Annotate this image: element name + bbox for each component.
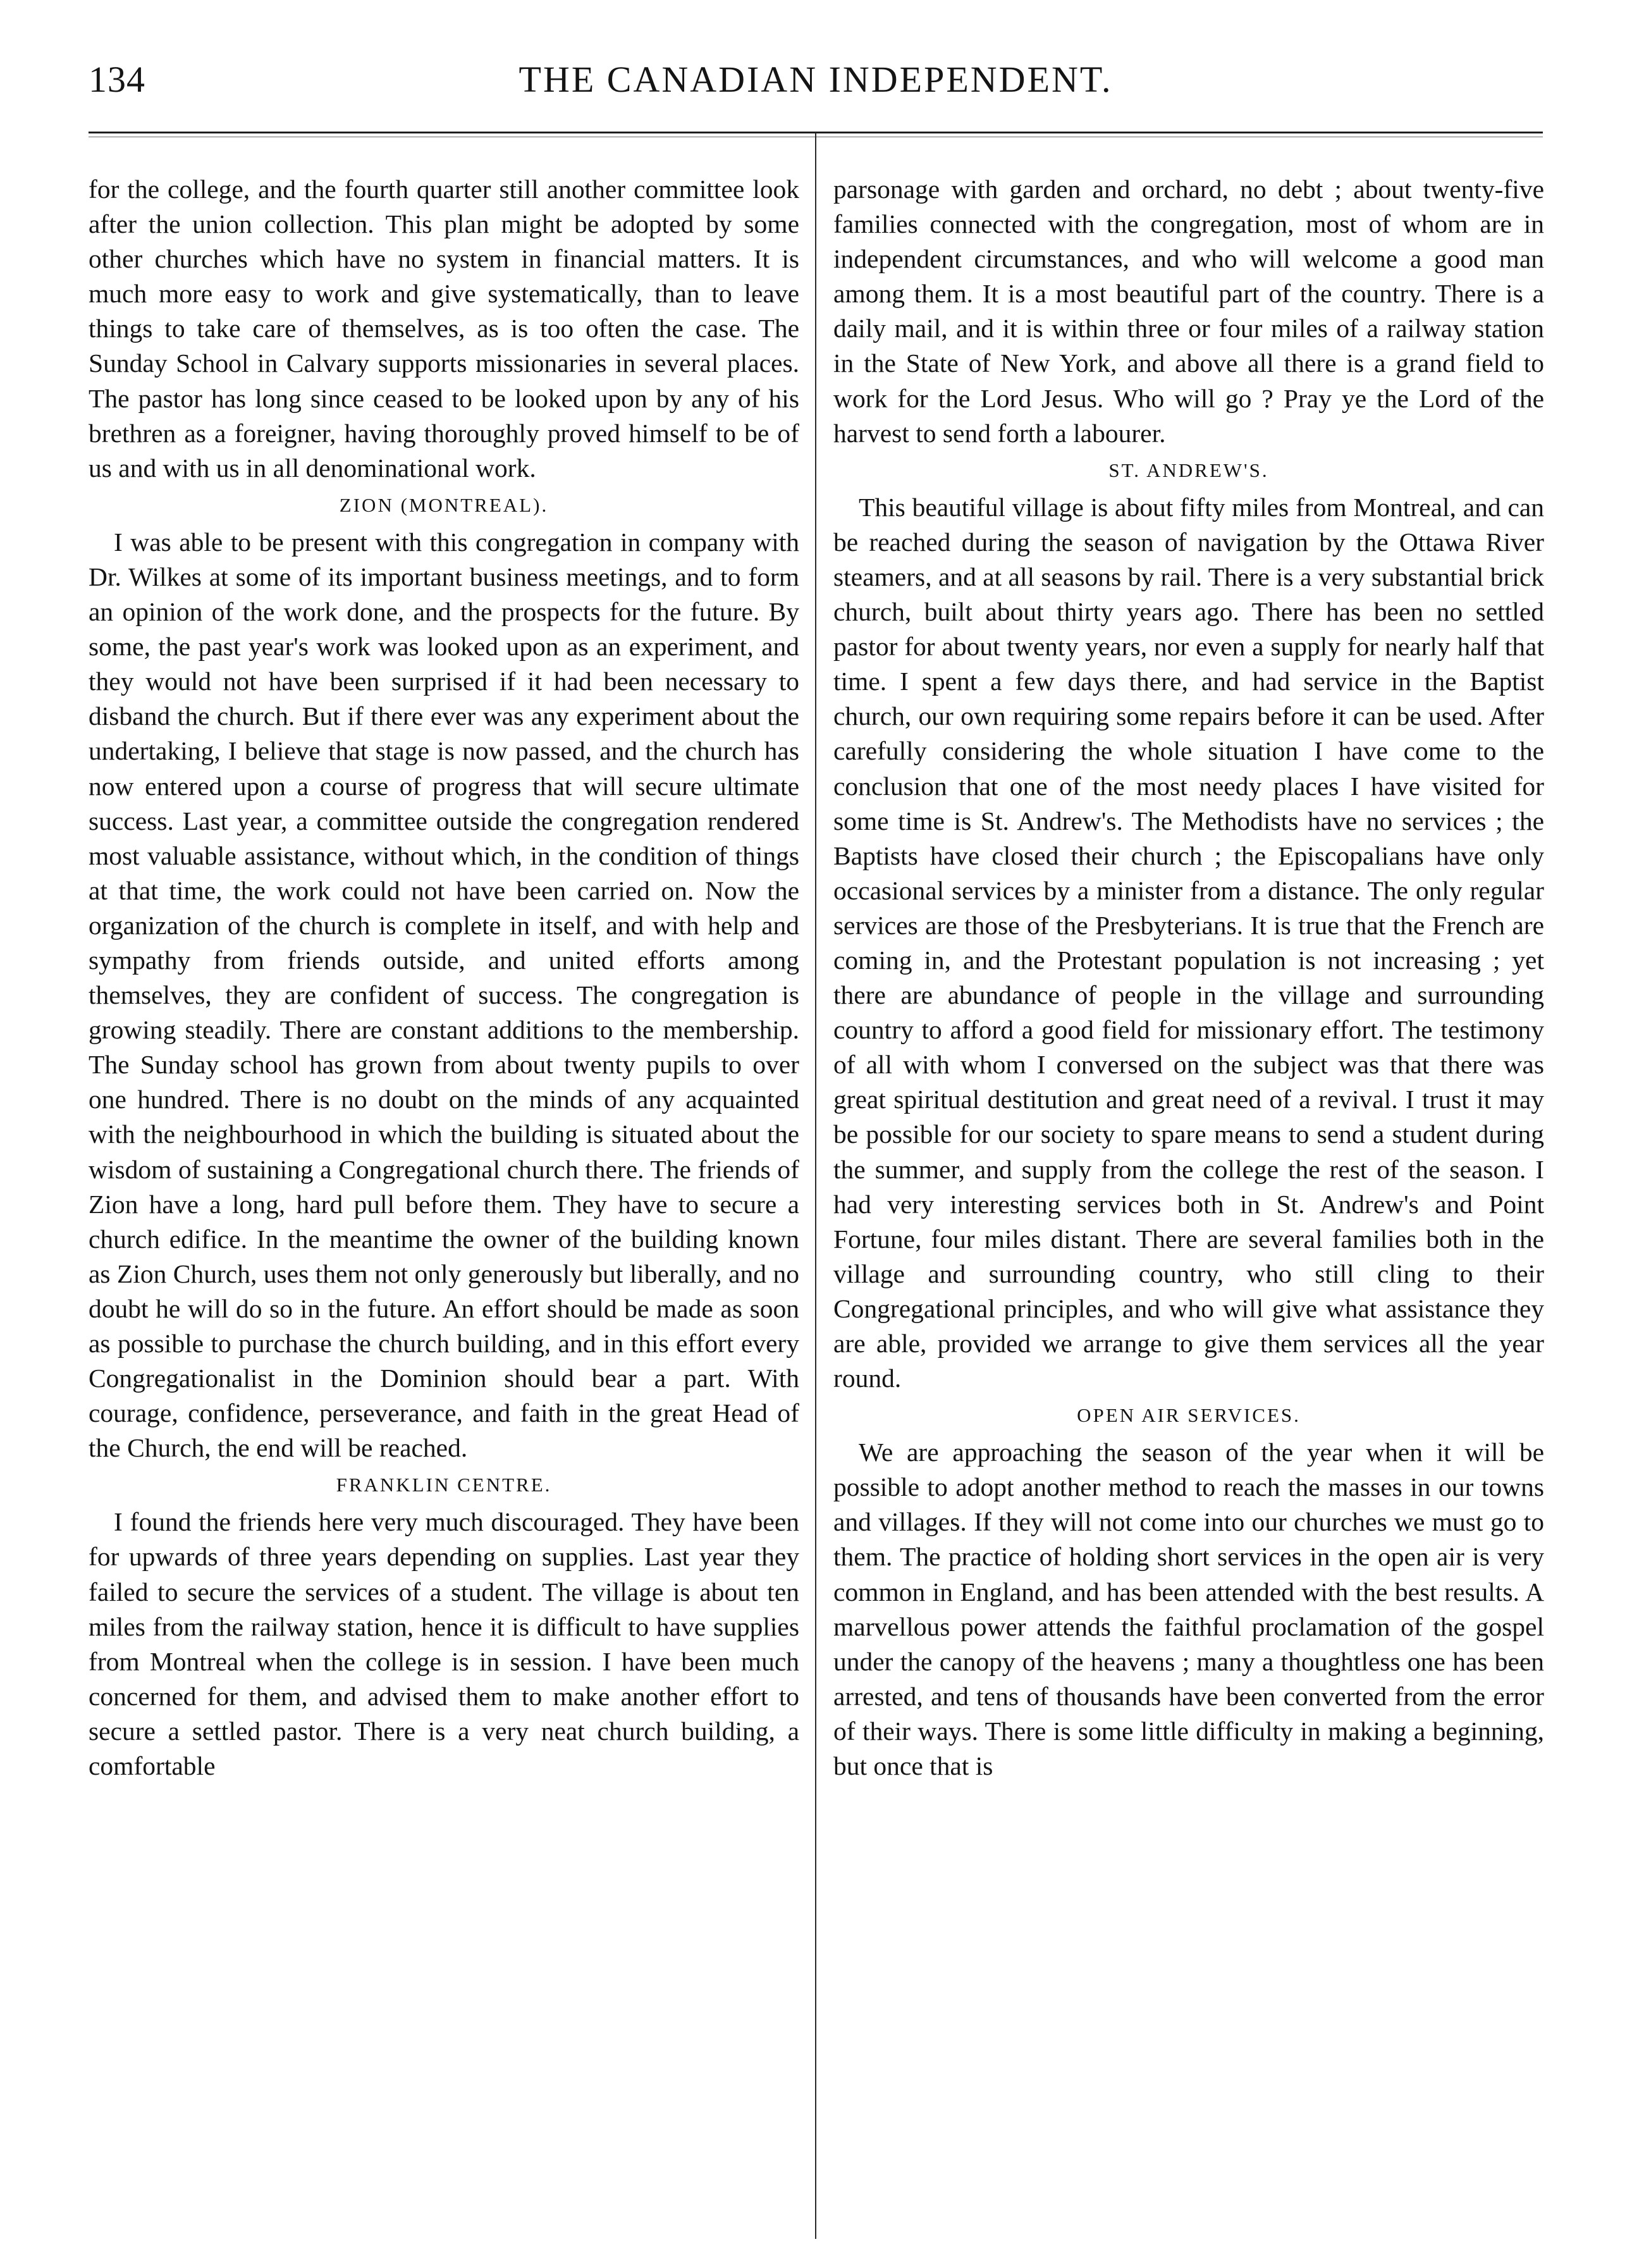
paragraph-franklin-centre: I found the friends here very much discouraged. They have been for upwards of three years depending on supplies. Last year they failed to secure the services of a student. The village is about ten miles from the railway station, hence it is difficult to have supplies from Montreal when the college is in session. I have been much concerned for them, and advised them to make another effort to secure a settled pastor. There is a very neat church building, a comfortable xyxy=(89,1507,799,1781)
paragraph-zion: I was able to be present with this congregation in company with Dr. Wilkes at some of its important business meetings, and to form an opinion of the work done, and the prospects for the future. By some, the past year's work was looked upon as an experiment, and they would not have been surprised if it had been necessary to disband the church. But if there ever was any experiment about the undertaking, I believe that stage is now passed, and the church has now entered upon a course of progress that will secure ultimate success. Last year, a committee outside the congregation rendered most valuable assistance, without which, in the condition of things at that time, the work could not have been carried on. Now the organization of the church is complete in itself, and with help and sympathy from friends outside, and united efforts among themselves, they are confident of success. The congregation is growing steadily. There are constant additions to the membership. The Sunday school has grown from about twenty pupils to over one hundred. There is no doubt on the minds of any acquainted with the neighbourhood in which the building is situated about the wisdom of sustaining a Congregational church there. The friends of Zion have a long, hard pull before them. They have to secure a church edifice. In the meantime the owner of the building known as Zion Church, uses them not only generously but liberally, and no doubt he will do so in the future. An effort should be made as soon as possible to purchase the church building, and in this effort every Congregationalist in the Dominion should bear a part. With courage, confidence, perseverance, and faith in the great Head of the Church, the end will be reached. xyxy=(89,527,799,1463)
running-title: THE CANADIAN INDEPENDENT. xyxy=(518,59,1113,100)
section-heading-franklin-centre: FRANKLIN CENTRE. xyxy=(336,1474,552,1496)
page-header xyxy=(89,58,1543,109)
page-number: 134 xyxy=(89,59,145,100)
section-heading-zion: ZION (MONTREAL). xyxy=(339,493,549,516)
section-heading-open-air-services: OPEN AIR SERVICES. xyxy=(1077,1404,1301,1427)
right-column xyxy=(833,172,1544,2240)
paragraph-st-andrews: This beautiful village is about fifty miles from Montreal, and can be reached during the season of navigation by the Ottawa River steamers, and at all seasons by rail. There is a very substantial brick church, built about thirty years ago. There has been no settled pastor for about twenty years, nor even a supply for nearly half that time. I spent a few days there, and had service in the Baptist church, our own requiring some repairs before it can be used. After carefully considering the whole situation I have come to the conclusion that one of the most needy places I have visited for some time is St. Andrew's. The Methodists have no services ; the Baptists have closed their church ; the Episcopalians have only occasional services by a minister from a distance. The only regular services are those of the Presbyterians. It is true that the French are coming in, and the Protestant population is not increasing ; yet there are abundance of people in the village and surrounding country to afford a good field for missionary effort. The testimony of all with whom I conversed on the subject was that there was great spiritual destitution and great need of a revival. I trust it may be possible for our society to spare means to send a student during the summer, and supply from the college the rest of the season. I had very interesting services both in St. Andrew's and Point Fortune, four miles distant. There are several families both in the village and surrounding country, who still cling to their Congregational principles, and who will give what assistance they are able, provided we arrange to give them services all the year round. xyxy=(833,492,1544,1393)
paragraph-open-air-services: We are approaching the season of the year when it will be possible to adopt another method to reach the masses in our towns and villages. If they will not come into our churches we must go to them. The practice of holding short services in the open air is very common in England, and has been attended with the best results. A marvellous power attends the faithful proclamation of the gospel under the canopy of the heavens ; many a thoughtless one has been arrested, and tens of thousands have been converted from the error of their ways. There is some little difficulty in making a beginning, but once that is xyxy=(833,1438,1544,1781)
section-heading-st-andrews: ST. ANDREW'S. xyxy=(1108,459,1269,481)
left-column xyxy=(89,172,799,2240)
paragraph-continued-right: parsonage with garden and orchard, no debt ; about twenty-five families connected with the congregation, most of whom are in independent circumstances, and who will welcome a good man among them. It is a most beautiful part of the country. There is a daily mail, and it is within three or four miles of a railway station in the State of New York, and above all there is a grand field to work for the Lord Jesus. Who will go ? Pray ye the Lord of the harvest to send forth a labourer. xyxy=(833,175,1544,448)
paragraph-continued: for the college, and the fourth quarter still another committee look after the union collection. This plan might be adopted by some other churches which have no system in financial matters. It is much more easy to work and give systematically, than to leave things to take care of themselves, as is too often the case. The Sunday School in Calvary supports missionaries in several places. The pastor has long since ceased to be looked upon by any of his brethren as a foreigner, having thoroughly proved himself to be of us and with us in all denominational work. xyxy=(89,175,799,483)
column-divider xyxy=(815,133,816,2239)
